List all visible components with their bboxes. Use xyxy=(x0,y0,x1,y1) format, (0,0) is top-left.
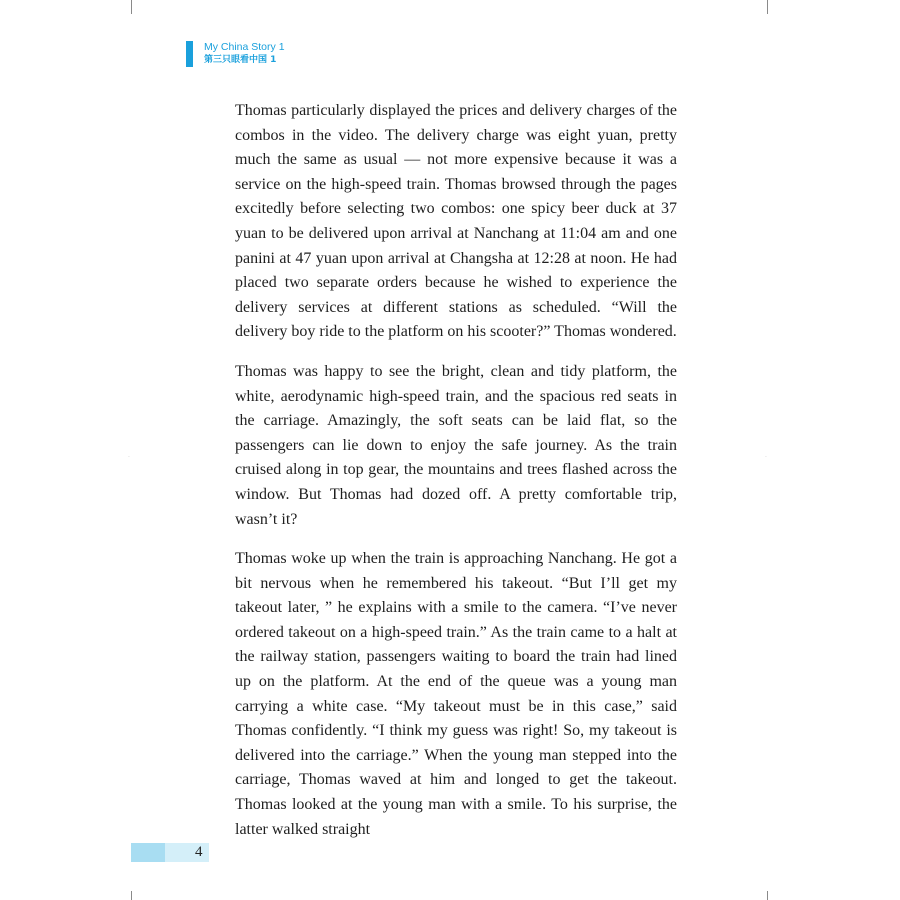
paragraph-2: Thomas was happy to see the bright, clean and tidy platform, the white, aerodynamic high-speed train, and the spacious red seats in the carriage. Amazingly, the soft seats can be laid flat, so the passengers can lie down to enjoy the safe journey. As the train cruised along in top gear, the mountains and trees flashed across the window. But Thomas had dozed off. A pretty comfortable trip, wasn’t it? xyxy=(235,362,677,528)
body-text xyxy=(235,99,677,857)
registration-dot-right: · xyxy=(765,454,767,461)
paragraph-1: Thomas particularly displayed the prices and delivery charges of the combos in the video. The delivery charge was eight yuan, pretty much the same as usual — not more expensive because it was a service on the high-speed train. Thomas browsed through the pages excitedly before selecting two combos: one spicy beer duck at 37 yuan to be delivered upon arrival at Nanchang at 11:04 am and one panini at 47 yuan upon arrival at Changsha at 12:28 at noon. He had placed two separate orders because he wished to experience the delivery services at different stations as scheduled. “Will the delivery boy ride to the platform on his scooter?” Thomas wondered. xyxy=(235,102,677,341)
series-title-english: My China Story 1 xyxy=(204,41,285,53)
page-number: 4 xyxy=(195,844,203,860)
registration-dot-left: · xyxy=(128,454,130,461)
series-title-chinese: 第三只眼看中国 1 xyxy=(204,55,277,65)
header-accent-bar xyxy=(186,41,193,67)
crop-mark-bottom-right xyxy=(767,891,768,900)
crop-mark-top-left xyxy=(131,0,132,14)
crop-mark-bottom-left xyxy=(131,891,132,900)
crop-mark-top-right xyxy=(767,0,768,14)
paragraph-3: Thomas woke up when the train is approaching Nanchang. He got a bit nervous when he remembered his takeout. “But I’ll get my takeout later, ” he explains with a smile to the camera. “I’ve never ordered takeout on a high-speed train.” As the train came to a halt at the railway station, passengers waiting to board the train had lined up on the platform. At the end of the queue was a young man carrying a white case. “My takeout must be in this case,” said Thomas confidently. “I think my guess was right! So, my takeout is delivered into the carriage.” When the young man stepped into the carriage, Thomas waved at him and longed to get the takeout. Thomas looked at the young man with a smile. To his surprise, the latter walked straight xyxy=(235,550,677,838)
